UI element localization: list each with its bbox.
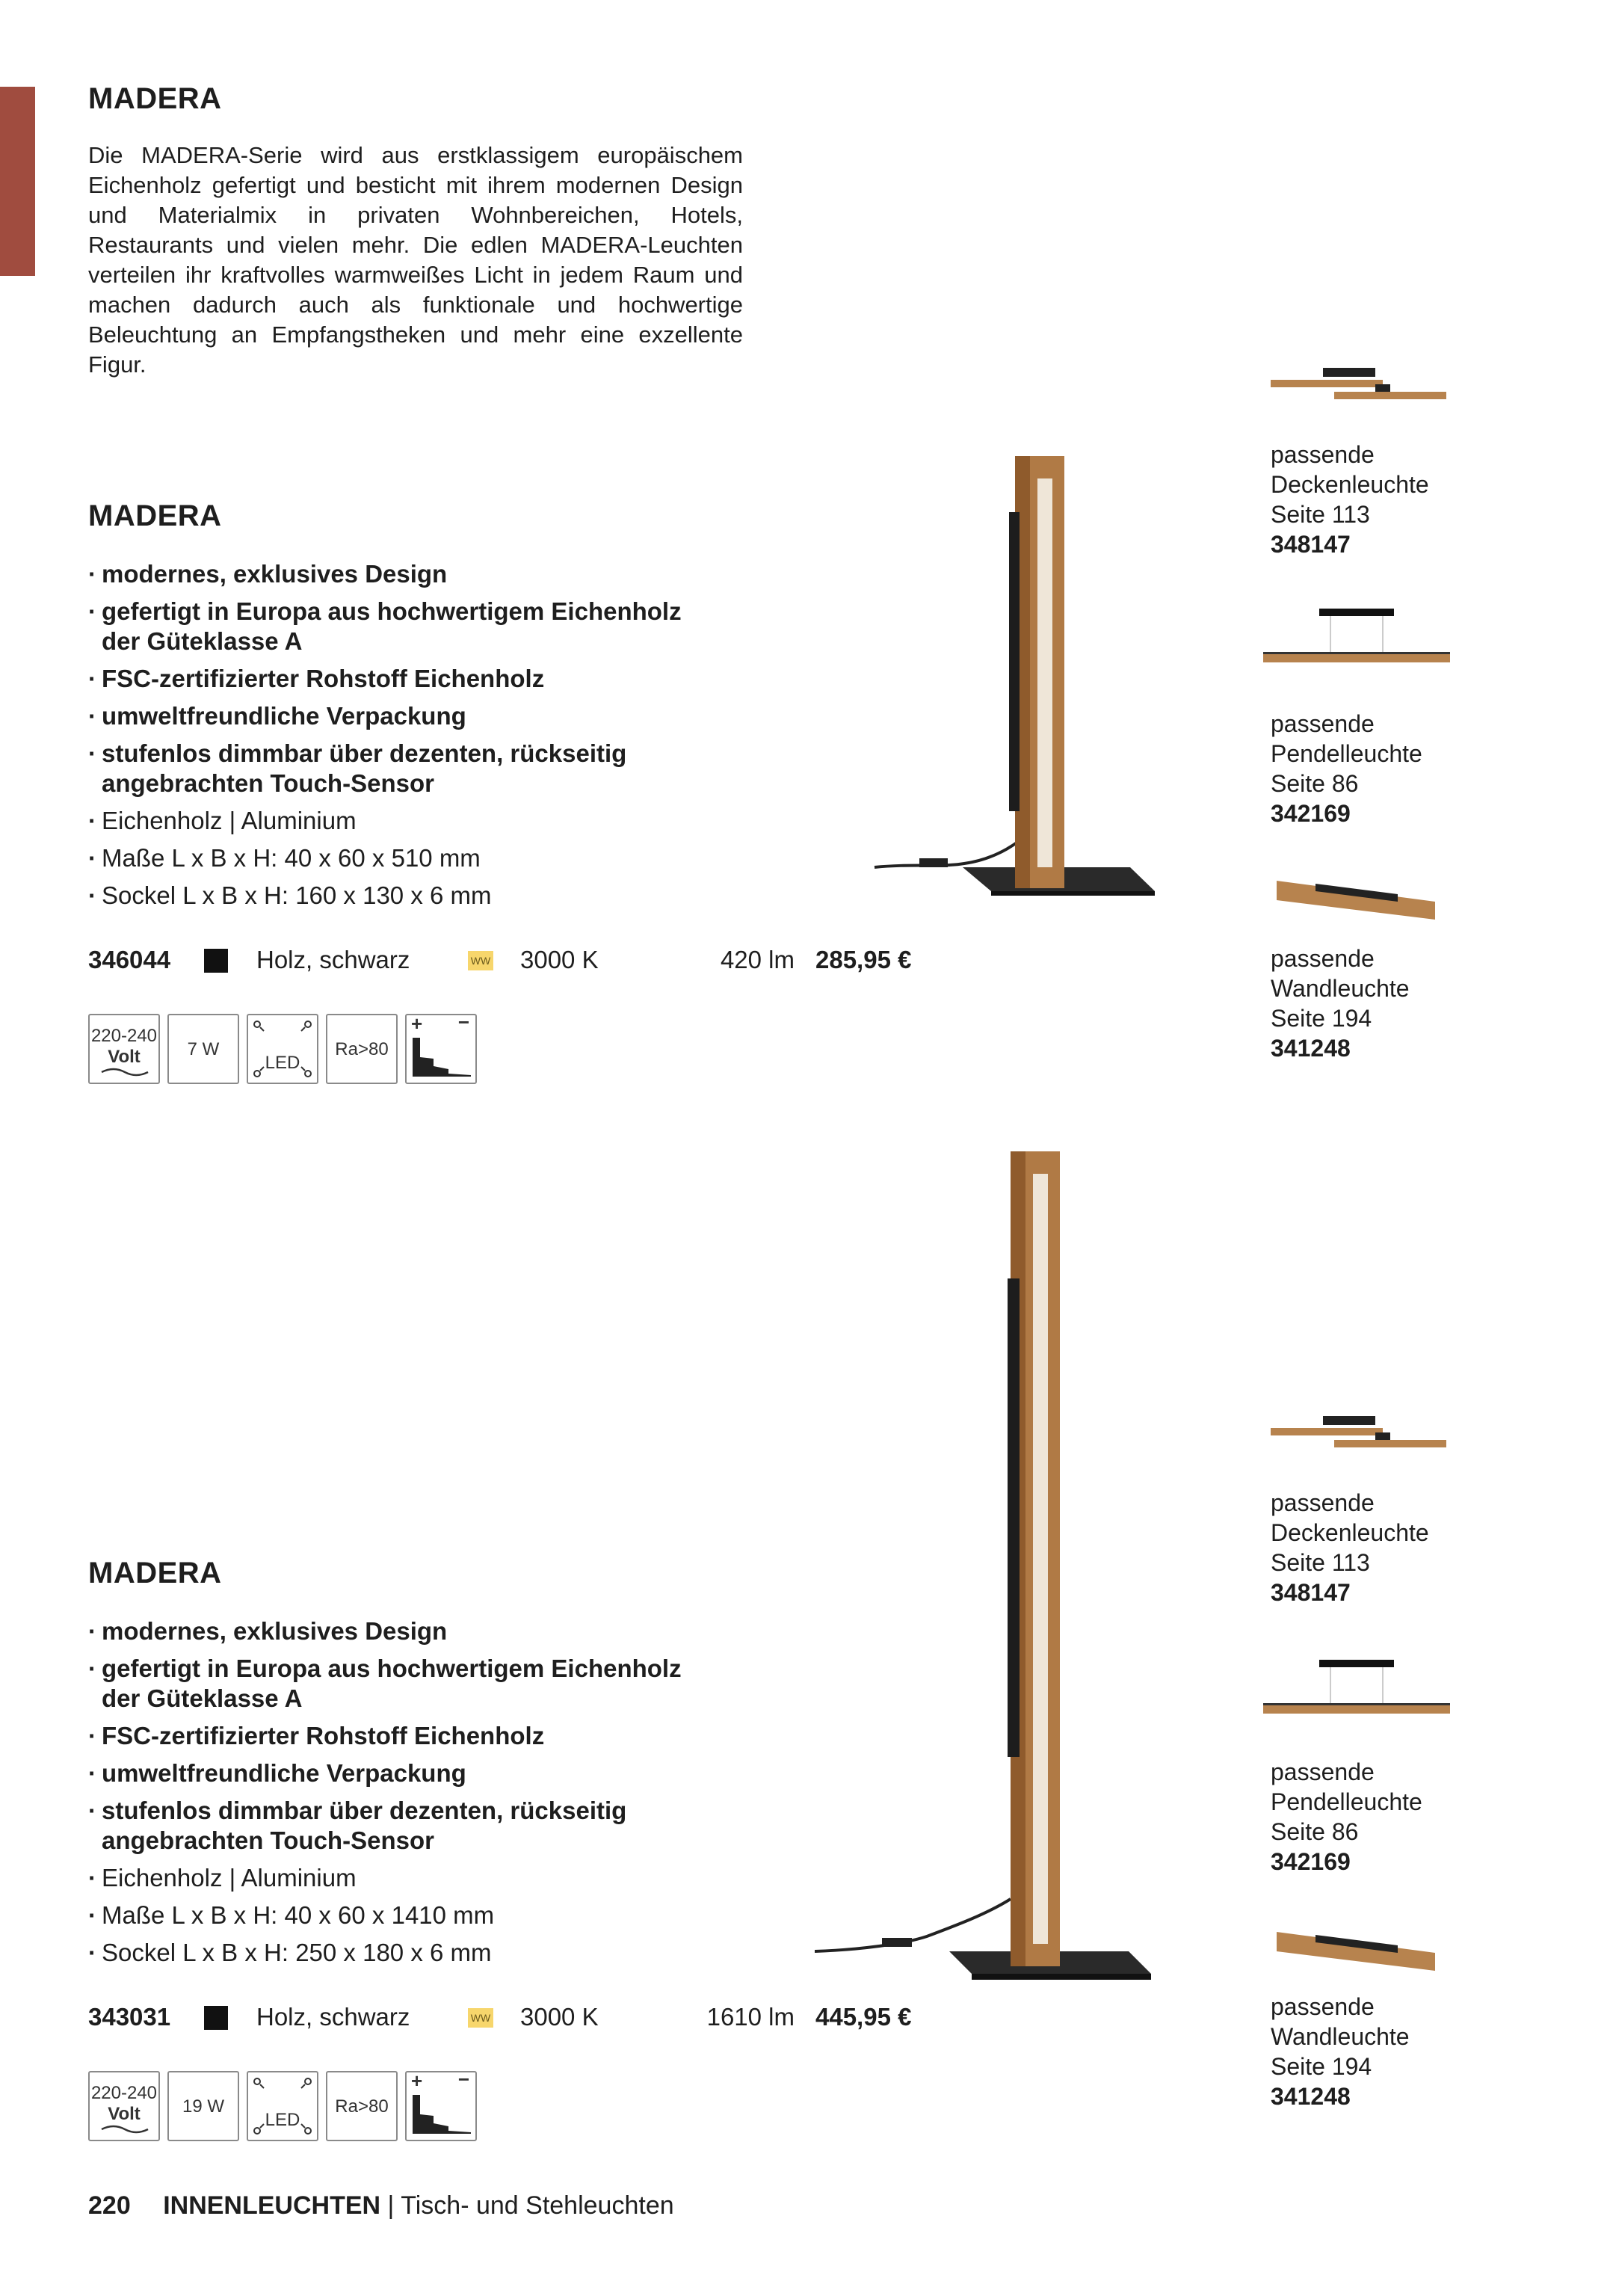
finish: Holz, schwarz <box>256 946 410 973</box>
related-pendant-2 <box>1271 1757 1570 1877</box>
product-2-icons <box>88 2068 477 2144</box>
related-code: 348147 <box>1271 531 1351 558</box>
related-wall-1 <box>1271 944 1570 1063</box>
related-ceiling-1 <box>1271 440 1570 559</box>
related-label: passende <box>1271 1758 1375 1785</box>
color-temperature: 3000 K <box>520 946 599 973</box>
wattage-icon <box>167 1014 239 1084</box>
dim-minus: − <box>457 2068 469 2090</box>
feature: · FSC-zertifizierter Rohstoff Eichenholz <box>88 1721 761 1751</box>
spec: · Maße L x B x H: 40 x 60 x 510 mm <box>88 843 761 873</box>
product-2-features <box>88 1616 761 1975</box>
spec: · Eichenholz | Aluminium <box>88 806 761 836</box>
price: 445,95 € <box>815 2003 912 2031</box>
led-icon <box>247 2071 318 2141</box>
related-page: Seite 194 <box>1271 1005 1372 1032</box>
related-code: 341248 <box>1271 2083 1351 2110</box>
color-swatch <box>204 949 228 973</box>
voltage-icon <box>88 1014 160 1084</box>
brand-tab <box>0 87 35 276</box>
voltage-icon <box>88 2071 160 2141</box>
finish: Holz, schwarz <box>256 2003 410 2031</box>
feature: · stufenlos dimmbar über dezenten, rückseitig angebrachten Touch-Sensor <box>88 739 670 798</box>
pendant-lamp-thumb <box>1263 604 1450 671</box>
color-temperature: 3000 K <box>520 2003 599 2031</box>
article-number: 346044 <box>88 946 171 973</box>
feature: · modernes, exklusives Design <box>88 1616 761 1646</box>
related-code: 342169 <box>1271 1848 1351 1875</box>
feature: · gefertigt in Europa aus hochwertigem Eichenholz der Güteklasse A <box>88 1654 715 1714</box>
related-type: Pendelleuchte <box>1271 1788 1422 1815</box>
related-label: passende <box>1271 710 1375 737</box>
spec: · Eichenholz | Aluminium <box>88 1863 761 1893</box>
related-type: Wandleuchte <box>1271 2023 1410 2050</box>
product-1-order-row <box>88 944 940 976</box>
footer-section: INNENLEUCHTEN <box>163 2191 381 2220</box>
product-1-features <box>88 559 761 918</box>
watt-label: 7 W <box>187 1039 220 1059</box>
led-label: LED <box>265 1053 300 1073</box>
related-type: Deckenleuchte <box>1271 1519 1429 1546</box>
warm-white-badge: WW <box>468 2008 493 2028</box>
related-type: Pendelleuchte <box>1271 740 1422 767</box>
related-wall-2 <box>1271 1992 1570 2111</box>
volt-label: Volt <box>108 1047 141 1067</box>
feature: · umweltfreundliche Verpackung <box>88 1758 761 1788</box>
product-1-title: MADERA <box>88 499 222 532</box>
product-2-order-row <box>88 2001 940 2034</box>
related-page: Seite 194 <box>1271 2053 1372 2080</box>
page-number: 220 <box>88 2191 131 2220</box>
footer-subsection: Tisch- und Stehleuchten <box>401 2191 674 2220</box>
related-type: Deckenleuchte <box>1271 471 1429 498</box>
ra-label: Ra>80 <box>335 1039 389 1059</box>
page-footer <box>88 2189 674 2222</box>
feature: · gefertigt in Europa aus hochwertigem Eichenholz der Güteklasse A <box>88 597 715 656</box>
related-page: Seite 113 <box>1271 1549 1370 1576</box>
color-swatch <box>204 2006 228 2030</box>
product-1-icons <box>88 1011 477 1087</box>
related-page: Seite 86 <box>1271 770 1359 797</box>
voltage-label: 220-240 <box>90 1026 158 1046</box>
voltage-label: 220-240 <box>90 2083 158 2103</box>
wattage-icon <box>167 2071 239 2141</box>
volt-label: Volt <box>108 2104 141 2124</box>
ceiling-lamp-thumb <box>1263 365 1450 417</box>
related-label: passende <box>1271 945 1375 972</box>
footer-separator: | <box>387 2191 395 2220</box>
related-page: Seite 113 <box>1271 501 1370 528</box>
lumen: 1610 lm <box>706 2003 795 2031</box>
related-ceiling-2 <box>1271 1488 1570 1607</box>
intro-text: Die MADERA-Serie wird aus erstklassigem europäischem Eichenholz gefertigt und besticht mit ihrem modernen Design und Materialmix in privaten Wohnbereichen, Hotels, Restaurants und vielen mehr. Die edlen MADERA-Leuchten verteilen ihr kraftvolles warmweißes Licht in jedem Raum und machen dadurch auch als funktionale und hochwertige Beleuchtung an Empfangstheken und mehr eine exzellente Figur. <box>88 142 743 378</box>
ceiling-lamp-thumb <box>1263 1413 1450 1465</box>
dim-plus: + <box>411 1012 423 1035</box>
lumen: 420 lm <box>720 946 795 973</box>
article-number: 343031 <box>88 2003 171 2031</box>
spec: · Sockel L x B x H: 160 x 130 x 6 mm <box>88 881 761 911</box>
spec: · Maße L x B x H: 40 x 60 x 1410 mm <box>88 1900 761 1930</box>
dim-plus: + <box>411 2069 423 2092</box>
feature: · modernes, exklusives Design <box>88 559 761 589</box>
intro-title: MADERA <box>88 82 222 115</box>
ra-icon <box>326 2071 398 2141</box>
watt-label: 19 W <box>182 2096 224 2117</box>
pendant-lamp-thumb <box>1263 1655 1450 1723</box>
related-code: 341248 <box>1271 1035 1351 1062</box>
feature: · umweltfreundliche Verpackung <box>88 701 761 731</box>
warm-white-badge: WW <box>468 951 493 970</box>
product-2-title: MADERA <box>88 1557 222 1589</box>
ra-label: Ra>80 <box>335 2096 389 2117</box>
related-code: 348147 <box>1271 1579 1351 1606</box>
dim-minus: − <box>457 1011 469 1033</box>
related-page: Seite 86 <box>1271 1818 1359 1845</box>
led-icon <box>247 1014 318 1084</box>
feature: · stufenlos dimmbar über dezenten, rückseitig angebrachten Touch-Sensor <box>88 1796 670 1856</box>
table-lamp-image <box>852 449 1159 912</box>
related-label: passende <box>1271 1993 1375 2020</box>
spec: · Sockel L x B x H: 250 x 180 x 6 mm <box>88 1938 761 1968</box>
led-label: LED <box>265 2110 300 2130</box>
ra-icon <box>326 1014 398 1084</box>
related-type: Wandleuchte <box>1271 975 1410 1002</box>
dimmer-icon <box>405 2068 477 2141</box>
floor-lamp-image <box>815 1144 1159 2004</box>
related-pendant-1 <box>1271 709 1570 828</box>
related-code: 342169 <box>1271 800 1351 827</box>
price: 285,95 € <box>815 946 912 973</box>
feature: · FSC-zertifizierter Rohstoff Eichenholz <box>88 664 761 694</box>
related-label: passende <box>1271 1489 1375 1516</box>
dimmer-icon <box>405 1011 477 1084</box>
related-label: passende <box>1271 441 1375 468</box>
wall-lamp-thumb <box>1271 1924 1443 1992</box>
wall-lamp-thumb <box>1271 873 1443 941</box>
